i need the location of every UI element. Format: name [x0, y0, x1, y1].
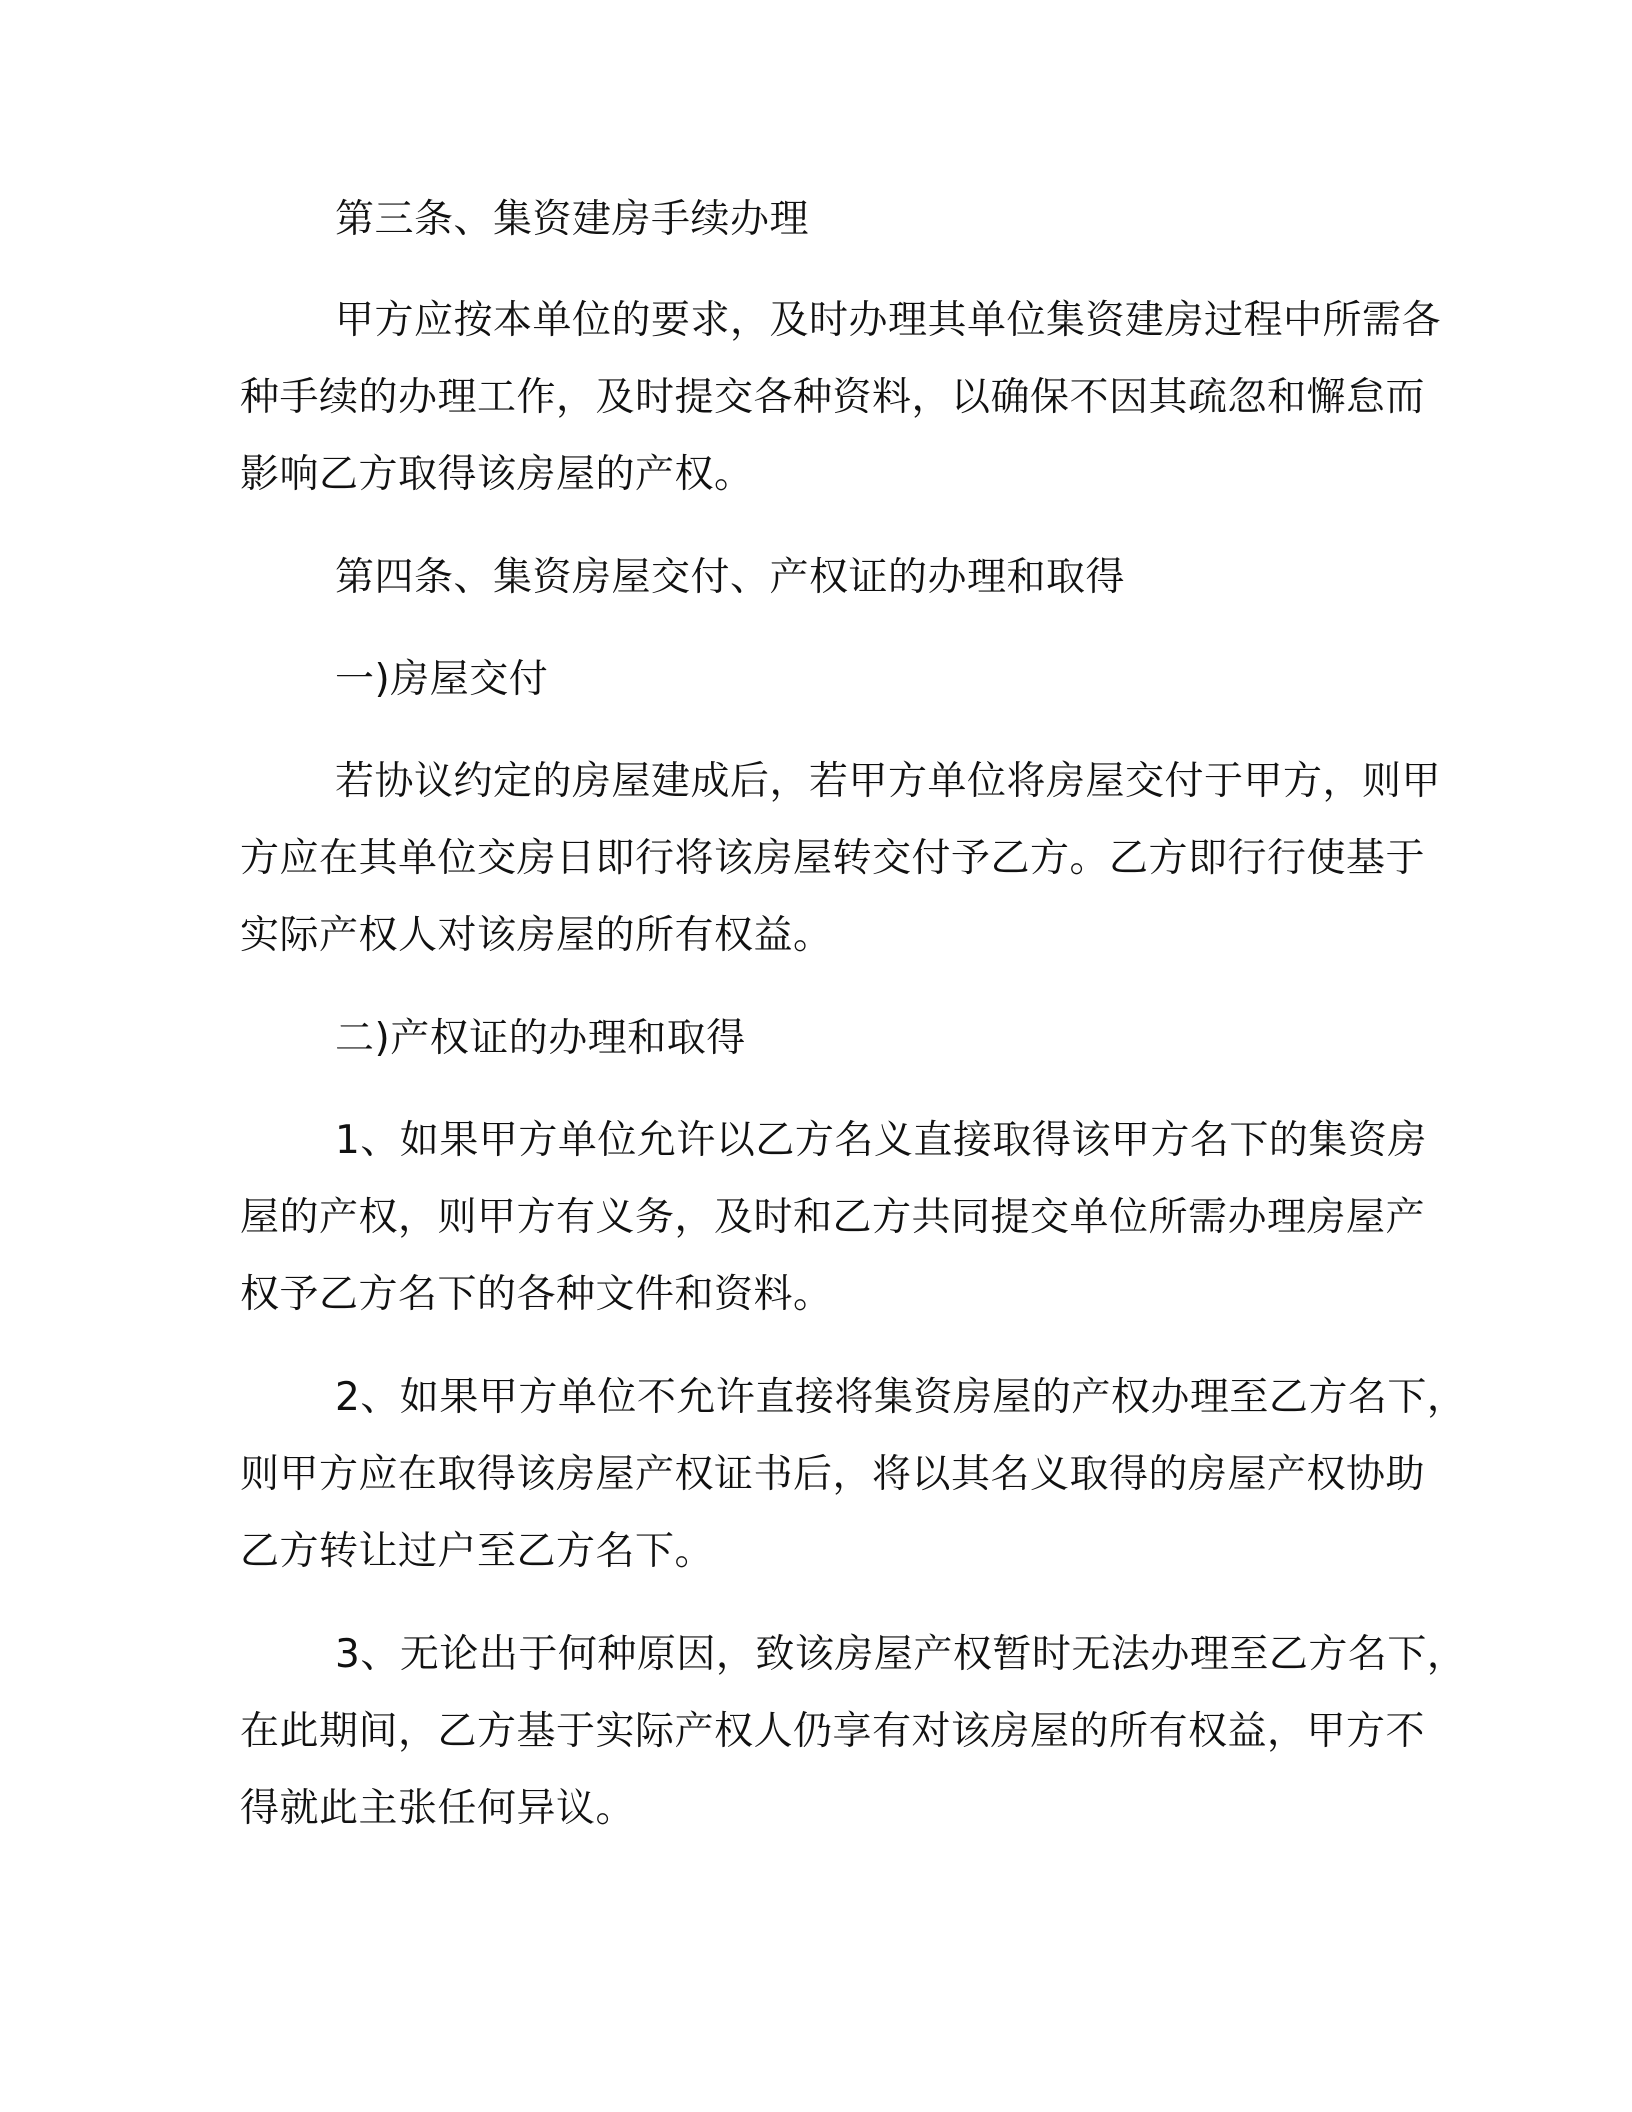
paragraph-line: 屋的产权，则甲方有义务，及时和乙方共同提交单位所需办理房屋产 — [240, 1195, 1426, 1240]
paragraph-line: 乙方转让过户至乙方名下。 — [240, 1529, 715, 1574]
paragraph-line: 2、如果甲方单位不允许直接将集资房屋的产权办理至乙方名下， — [335, 1375, 1467, 1420]
paragraph-line: 种手续的办理工作，及时提交各种资料，以确保不因其疏忽和懈怠而 — [240, 375, 1426, 420]
paragraph-line: 若协议约定的房屋建成后，若甲方单位将房屋交付于甲方，则甲 — [335, 759, 1442, 804]
paragraph-line: 实际产权人对该房屋的所有权益。 — [240, 913, 833, 958]
paragraph-line: 方应在其单位交房日即行将该房屋转交付予乙方。乙方即行行使基于 — [240, 836, 1426, 881]
section-1-heading: 一)房屋交付 — [335, 657, 549, 702]
paragraph-line: 甲方应按本单位的要求，及时办理其单位集资建房过程中所需各 — [335, 298, 1442, 343]
article-4-heading: 第四条、集资房屋交付、产权证的办理和取得 — [335, 555, 1126, 600]
paragraph-line: 权予乙方名下的各种文件和资料。 — [240, 1272, 833, 1317]
paragraph-line: 得就此主张任何异议。 — [240, 1786, 636, 1831]
paragraph-line: 3、无论出于何种原因，致该房屋产权暂时无法办理至乙方名下， — [335, 1632, 1467, 1677]
paragraph-line: 影响乙方取得该房屋的产权。 — [240, 452, 754, 497]
paragraph-line: 在此期间，乙方基于实际产权人仍享有对该房屋的所有权益，甲方不 — [240, 1709, 1426, 1754]
paragraph-line: 1、如果甲方单位允许以乙方名义直接取得该甲方名下的集资房 — [335, 1118, 1427, 1163]
article-3-heading: 第三条、集资建房手续办理 — [335, 197, 810, 242]
paragraph-line: 则甲方应在取得该房屋产权证书后，将以其名义取得的房屋产权协助 — [240, 1452, 1426, 1497]
section-2-heading: 二)产权证的办理和取得 — [335, 1016, 746, 1061]
